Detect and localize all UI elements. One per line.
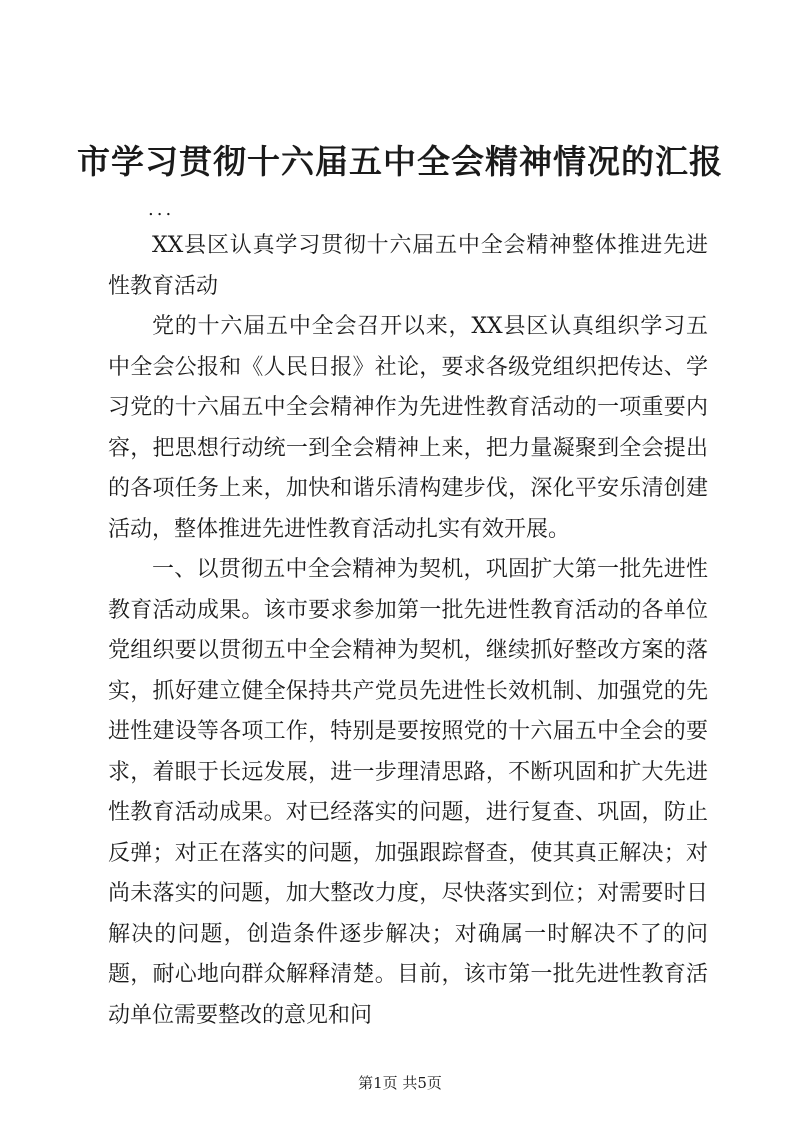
page-footer: 第1页 共5页: [358, 1074, 442, 1092]
body-paragraph-1: XX县区认真学习贯彻十六届五中全会精神整体推进先进性教育活动: [108, 233, 708, 299]
ellipsis-text: ...: [148, 199, 175, 220]
document-body: [108, 226, 708, 1036]
body-paragraph-2: 党的十六届五中全会召开以来，XX县区认真组织学习五中全会公报和《人民日报》社论，要求各级党组织把传达、学习党的十六届五中全会精神作为先进性教育活动的一项重要内容，把思想行动统一到全会精神上来，把力量凝聚到全会提出的各项任务上来，加快和谐乐清构建步伐，深化平安乐清创建活动，整体推进先进性教育活动扎实有效开展。: [108, 314, 708, 542]
document-title: 市学习贯彻十六届五中全会精神情况的汇报: [77, 142, 723, 181]
body-paragraph-3: 一、以贯彻五中全会精神为契机，巩固扩大第一批先进性教育活动成果。该市要求参加第一批先进性教育活动的各单位党组织要以贯彻五中全会精神为契机，继续抓好整改方案的落实，抓好建立健全保持共产党员先进性长效机制、加强党的先进性建设等各项工作，特别是要按照党的十六届五中全会的要求，着眼于长远发展，进一步理清思路，不断巩固和扩大先进性教育活动成果。对已经落实的问题，进行复查、巩固，防止反弹；对正在落实的问题，加强跟踪督查，使其真正解决；对尚未落实的问题，加大整改力度，尽快落实到位；对需要时日解决的问题，创造条件逐步解决；对确属一时解决不了的问题，耐心地向群众解释清楚。目前，该市第一批先进性教育活动单位需要整改的意见和问: [108, 557, 708, 1028]
